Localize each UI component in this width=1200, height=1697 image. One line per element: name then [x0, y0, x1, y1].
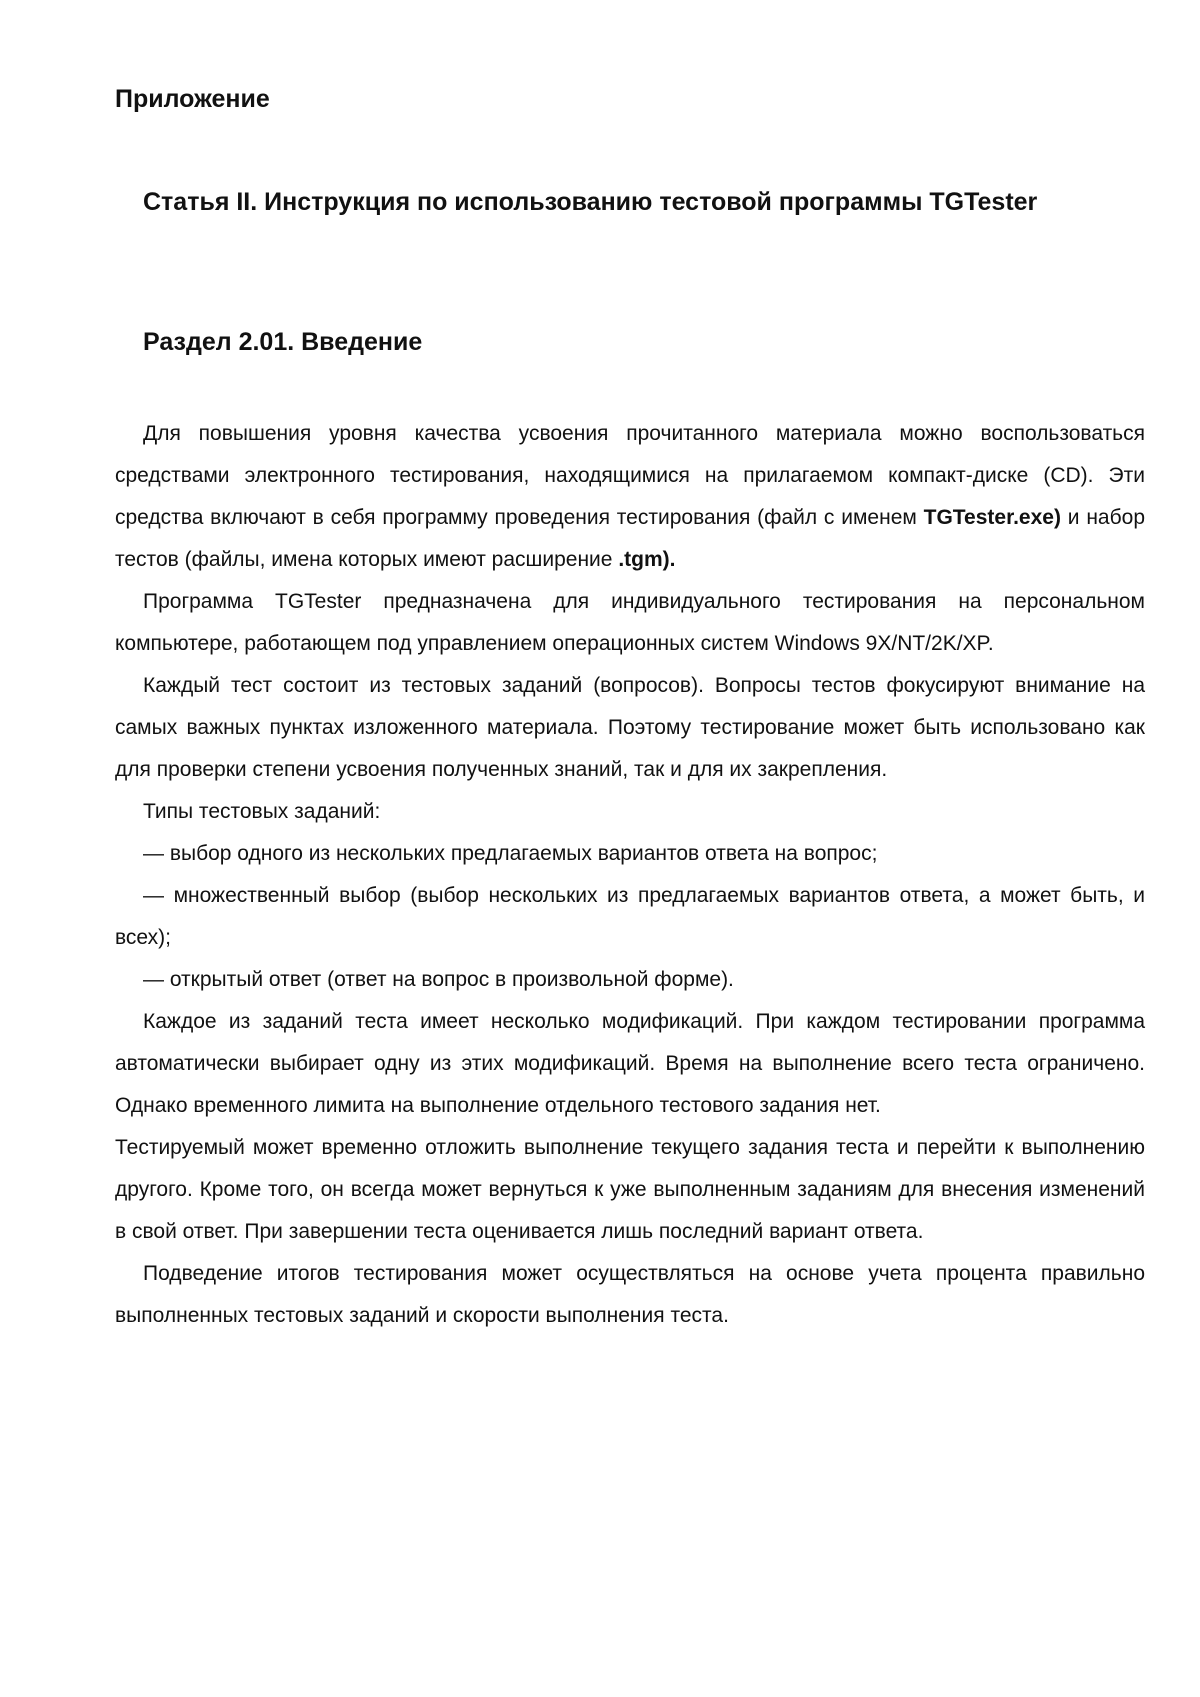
list-item-multiple-choice: — множественный выбор (выбор нескольких из предлагаемых вариантов ответа, а может быть, и всех); [115, 884, 1145, 949]
document-body [115, 413, 1145, 1337]
appendix-title: Приложение [115, 85, 270, 113]
paragraph-intro [115, 413, 1145, 581]
test-file-extension: .tgm). [618, 548, 676, 571]
paragraph-intro-text-1: Для повышения уровня качества усвоения прочитанного материала можно воспользоваться средствами электронного тестирования, находящимися на прилагаемом компакт-диске (CD). Эти средства включают в себя программу проведения тестирования (файл с именем [115, 422, 1145, 529]
paragraph-postpone: Тестируемый может временно отложить выполнение текущего задания теста и перейти к выполнению другого. Кроме того, он всегда может вернуться к уже выполненным заданиям для внесения изменений в свой ответ. При завершении теста оценивается лишь последний вариант ответа. [115, 1136, 1145, 1243]
paragraph-modifications: Каждое из заданий теста имеет несколько модификаций. При каждом тестировании программа автоматически выбирает одну из этих модификаций. Время на выполнение всего теста ограничено. Однако временного лимита на выполнение отдельного тестового задания нет. [115, 1010, 1145, 1117]
paragraph-results: Подведение итогов тестирования может осуществляться на основе учета процента правильно выполненных тестовых заданий и скорости выполнения теста. [115, 1262, 1145, 1327]
paragraph-intro-text-2: и набор тестов (файлы, имена которых имеют расширение [115, 506, 1145, 571]
section-title: Раздел 2.01. Введение [143, 328, 423, 356]
list-item-single-choice: — выбор одного из нескольких предлагаемых вариантов ответа на вопрос; [143, 842, 878, 865]
paragraph-task-types-heading: Типы тестовых заданий: [143, 800, 381, 823]
paragraph-test-structure: Каждый тест состоит из тестовых заданий (вопросов). Вопросы тестов фокусируют внимание на самых важных пунктах изложенного материала. Поэтому тестирование может быть использовано как для проверки степени усвоения полученных знаний, так и для их закрепления. [115, 674, 1145, 781]
paragraph-program-purpose: Программа TGTester предназначена для индивидуального тестирования на персональном компьютере, работающем под управлением операционных систем Windows 9X/NT/2K/XP. [115, 590, 1145, 655]
program-filename: TGTester.exe) [923, 506, 1061, 529]
list-item-open-answer: — открытый ответ (ответ на вопрос в произвольной форме). [143, 968, 734, 991]
article-title: Статья II. Инструкция по использованию тестовой программы TGTester [143, 188, 1038, 216]
